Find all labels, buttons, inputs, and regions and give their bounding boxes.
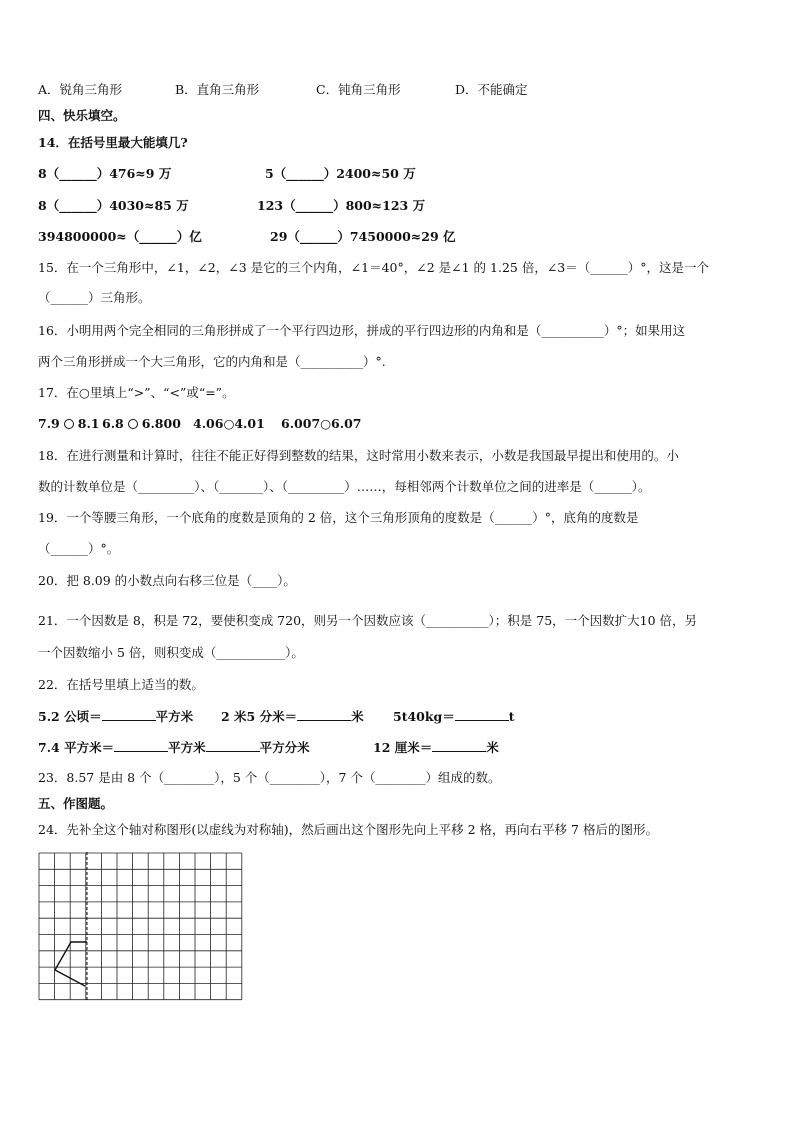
q17-item-4: 6.007○6.07 [281,416,362,431]
q18-line-2: 数的计数单位是（_________）、（_______）、（_________）……，每相邻两个计数单位之间的进率是（______）。 [38,479,651,494]
q19-line-1: 19．一个等腰三角形，一个底角的度数是顶角的 2 倍，这个三角形顶角的度数是（______）°，底角的度数是 [38,510,639,525]
q22-a1: 5.2 公顷＝ 平方米 [38,709,194,724]
q22-a2: 2 米5 分米＝ 米 [221,709,364,724]
q14-r1b: 5（______）2400≈50 万 [265,166,416,181]
q18-line-1: 18．在进行测量和计算时，往往不能正好得到整数的结果，这时常用小数来表示，小数是我国最早提出和使用的。小 [38,448,679,463]
q21-line-2: 一个因数缩小 5 倍，则积变成（___________）。 [38,645,304,660]
option-a: A．锐角三角形 [38,82,123,97]
q17-item-2: 6.8 6.800 [102,416,181,431]
q24-text: 24．先补全这个轴对称图形(以虚线为对称轴)，然后画出这个图形先向上平移 2 格，再向右平移 7 格后的图形。 [38,822,658,837]
q17-item-1: 7.9 8.1 [38,416,100,431]
q14-r3a: 394800000≈（______）亿 [38,229,202,244]
q19-line-2: （______）°。 [38,541,120,556]
q15-line-2: （______）三角形。 [38,290,151,305]
q16-line-1: 16．小明用两个完全相同的三角形拼成了一个平行四边形，拼成的平行四边形的内角和是（__________）°；如果用这 [38,323,686,338]
section-4-heading: 四、快乐填空。 [38,108,126,123]
drawing-grid [38,852,244,1002]
q22-b2: 12 厘米＝ 米 [373,740,499,755]
q22-b1: 7.4 平方米＝ 平方米 平方分米 [38,740,310,755]
q22-a3: 5t40kg＝ t [393,709,515,724]
q23-text: 23．8.57 是由 8 个（________），5 个（________），7 个（________）组成的数。 [38,770,501,785]
q21-line-1: 21．一个因数是 8，积是 72，要使积变成 720，则另一个因数应该（__________）；积是 75，一个因数扩大10 倍，另 [38,613,698,628]
q20-text: 20．把 8.09 的小数点向右移三位是（____）。 [38,573,296,588]
q14-r2b: 123（______）800≈123 万 [257,198,426,213]
q14-r1a: 8（______）476≈9 万 [38,166,172,181]
q14-r2a: 8（______）4030≈85 万 [38,198,189,213]
circle-blank-icon [128,419,138,429]
q22-stem: 22．在括号里填上适当的数。 [38,677,204,692]
option-d: D．不能确定 [455,82,528,97]
option-c: C．钝角三角形 [316,82,401,97]
q15-line-1: 15．在一个三角形中，∠1，∠2，∠3 是它的三个内角，∠1＝40°，∠2 是∠1 的 1.25 倍，∠3＝（______）°，这是一个 [38,260,709,275]
q16-line-2: 两个三角形拼成一个大三角形，它的内角和是（__________）°. [38,354,386,369]
half-figure [55,942,87,986]
q17-stem: 17．在○里填上“>”、“<”或“=”。 [38,385,235,400]
section-5-heading: 五、作图题。 [38,796,114,811]
q17-item-3: 4.06○4.01 [193,416,265,431]
q14-stem: 14．在括号里最大能填几? [38,135,188,150]
q14-r3b: 29（______）7450000≈29 亿 [270,229,456,244]
option-b: B．直角三角形 [175,82,260,97]
circle-blank-icon [64,419,74,429]
